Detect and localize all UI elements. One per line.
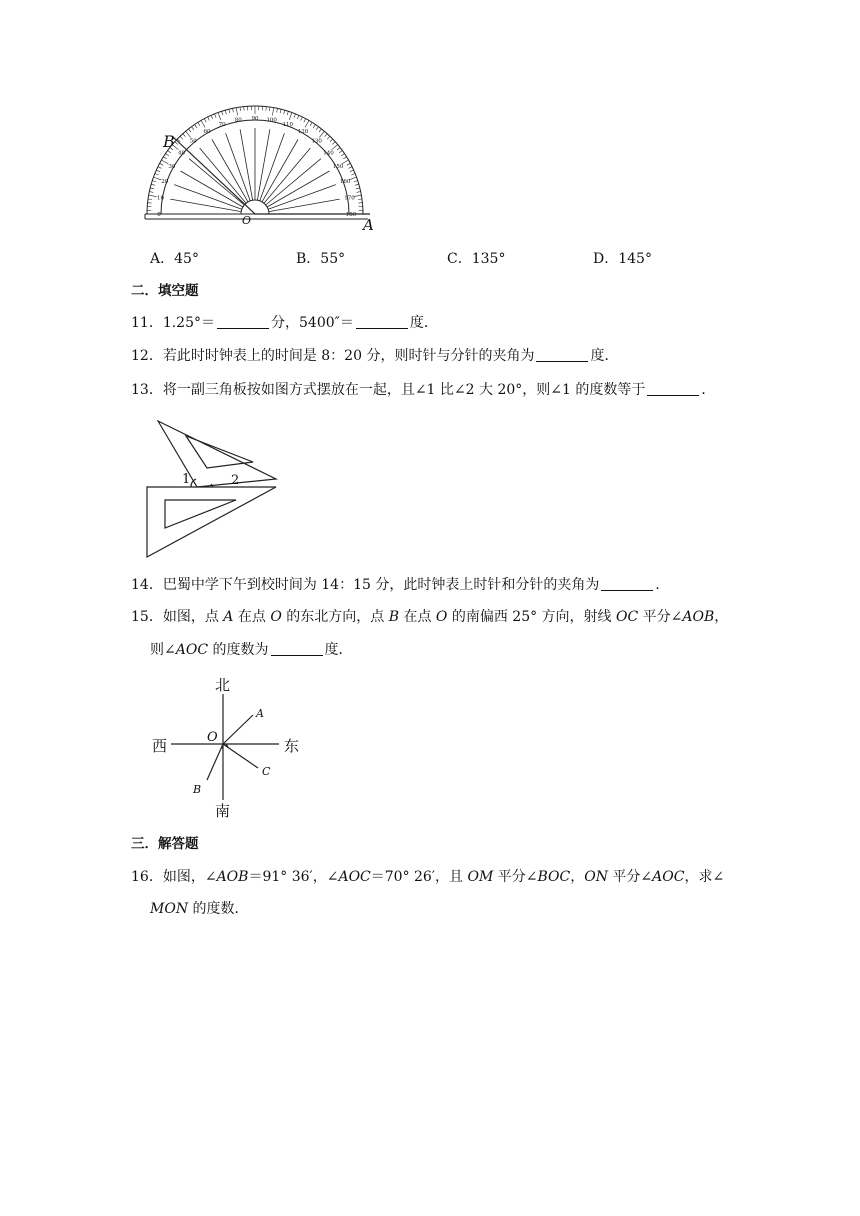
protractor-scale-label: 100 — [266, 117, 277, 124]
protractor-scale-label: 170 — [344, 195, 355, 202]
protractor-label-a: A — [363, 216, 374, 234]
protractor-scale-label: 160 — [339, 179, 351, 186]
question-11: 11．1.25°＝ 分，5400″＝ 度． — [131, 315, 438, 331]
question-14: 14．巴蜀中学下午到校时间为 14：15 分，此时钟表上时针和分针的夹角为 ． — [131, 577, 670, 593]
compass-label-b: B — [193, 783, 202, 796]
option-c[interactable]: C．135° — [447, 251, 506, 267]
protractor-scale-label: 50 — [189, 138, 197, 145]
angle-label-2: 2 — [231, 473, 240, 488]
protractor-label-b: B — [163, 132, 175, 151]
protractor-label-o: O — [242, 214, 252, 227]
protractor-scale-label: 180 — [345, 212, 357, 218]
protractor-scale-label: 90 — [251, 116, 259, 122]
compass-north: 北 — [215, 676, 231, 694]
compass-label-a: A — [256, 707, 264, 720]
section-3-heading: 三．解答题 — [131, 836, 199, 852]
compass-east: 东 — [284, 737, 300, 755]
question-16-line-2: MON 的度数． — [150, 901, 249, 917]
protractor-scale-label: 70 — [218, 121, 226, 128]
compass-label-c: C — [262, 765, 271, 778]
protractor-scale-label: 40 — [178, 150, 185, 157]
protractor-scale-label: 150 — [332, 164, 344, 170]
protractor-scale-label: 110 — [282, 121, 294, 128]
protractor-scale-label: 0 — [157, 212, 161, 218]
section-2-heading: 二．填空题 — [131, 283, 199, 299]
compass-south: 南 — [215, 802, 231, 820]
compass-label-o: O — [207, 730, 218, 745]
question-16-line-1: 16．如图，∠AOB＝91° 36′，∠AOC＝70° 26′，且 OM 平分∠BOC，ON 平分∠AOC，求∠ — [131, 869, 725, 885]
protractor-scale-label: 10 — [157, 195, 164, 202]
angle-label-1: 1 — [182, 472, 191, 487]
question-13: 13．将一副三角板按如图方式摆放在一起，且∠1 比∠2 大 20°，则∠1 的度数等于 ． — [131, 382, 716, 398]
compass-west: 西 — [152, 737, 168, 755]
question-15-line-1: 15．如图，点 A 在点 O 的东北方向，点 B 在点 O 的南偏西 25° 方向，射线 OC 平分∠AOB， — [131, 609, 729, 625]
protractor-scale-label: 80 — [234, 117, 242, 124]
option-d[interactable]: D．145° — [593, 251, 652, 267]
protractor-scale-label: 30 — [168, 164, 176, 170]
question-15-line-2: 则∠AOC 的度数为 度． — [150, 642, 353, 658]
protractor-scale-label: 60 — [203, 128, 211, 135]
protractor-scale-label: 120 — [297, 128, 309, 135]
protractor-scale-label: 20 — [161, 179, 169, 186]
protractor-scale-label: 130 — [311, 138, 322, 145]
protractor-scale-label: 140 — [323, 150, 334, 157]
option-b[interactable]: B．55° — [296, 251, 346, 267]
question-12: 12．若此时时钟表上的时间是 8：20 分，则时针与分针的夹角为 度． — [131, 348, 619, 364]
option-a[interactable]: A．45° — [150, 251, 199, 267]
